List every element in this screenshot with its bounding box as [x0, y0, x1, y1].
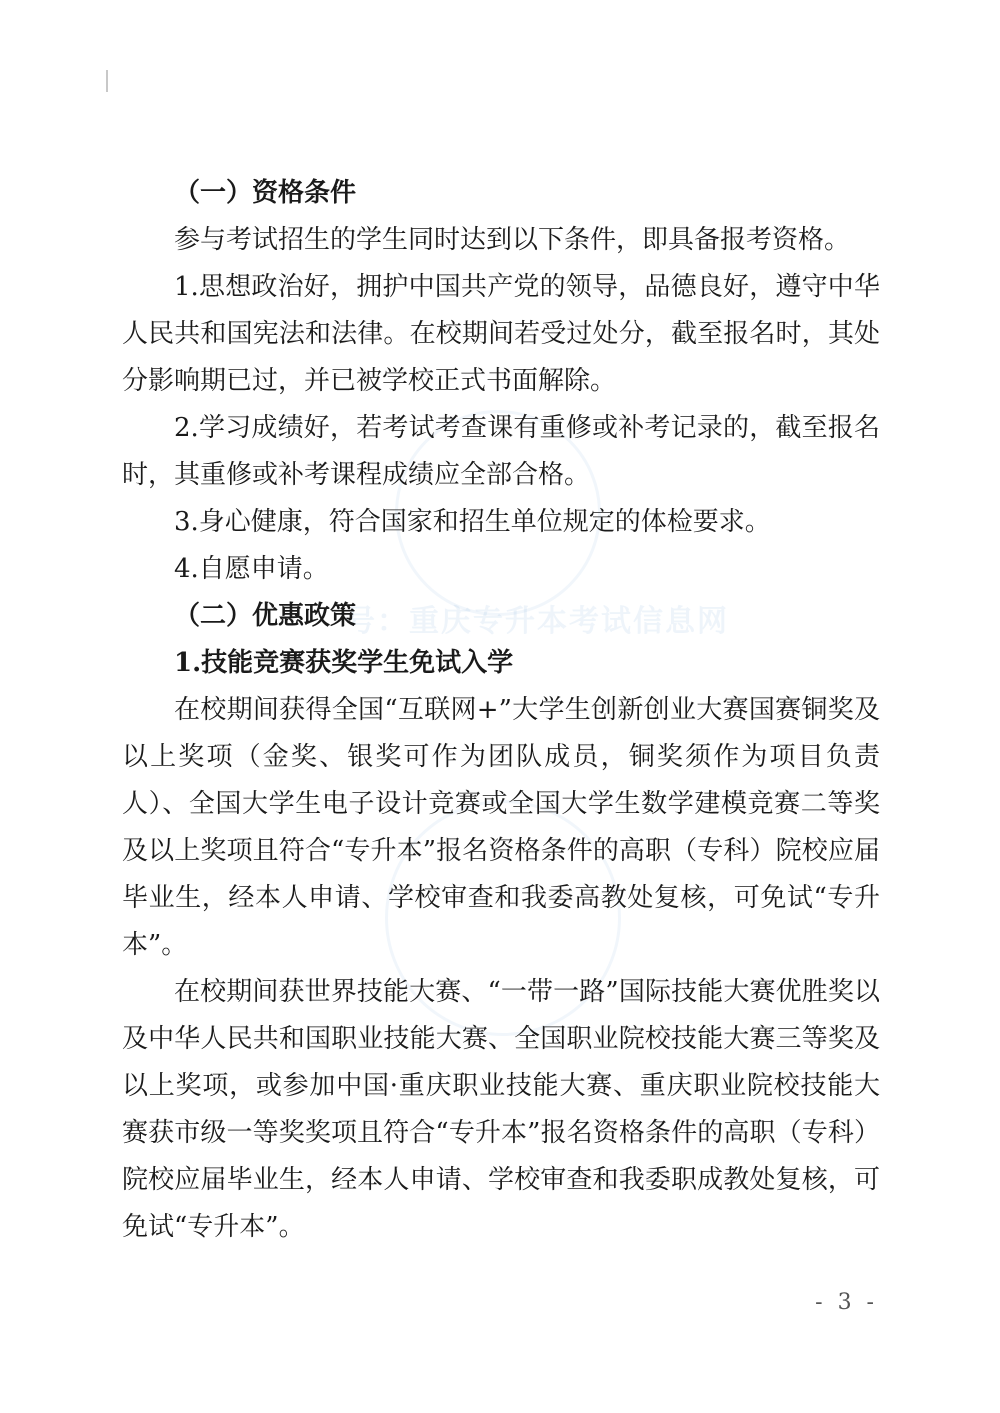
- paragraph: 3.身心健康，符合国家和招生单位规定的体检要求。: [174, 507, 771, 537]
- page-number: - 3 -: [815, 1290, 878, 1315]
- watermark-text: 号：重庆专升本考试信息网: [345, 604, 729, 639]
- section-heading-policy: （二）优惠政策: [174, 601, 357, 631]
- paragraph: 4.自愿申请。: [174, 554, 329, 584]
- document-body: [122, 170, 880, 1251]
- paragraph: 1.思想政治好，拥护中国共产党的领导，品德良好，遵守中华人民共和国宪法和法律。在校期间若受过处分，截至报名时，其处分影响期已过，并已被学校正式书面解除。: [122, 272, 880, 396]
- paragraph: 2.学习成绩好，若考试考查课有重修或补考记录的，截至报名时，其重修或补考课程成绩应全部合格。: [122, 413, 880, 490]
- paragraph: 参与考试招生的学生同时达到以下条件，即具备报考资格。: [174, 225, 851, 255]
- paragraph: 在校期间获得全国“互联网+”大学生创新创业大赛国赛铜奖及以上奖项（金奖、银奖可作为团队成员，铜奖须作为项目负责人）、全国大学生电子设计竞赛或全国大学生数学建模竞赛二等奖及以上奖项且符合“专升本”报名资格条件的高职（专科）院校应届毕业生，经本人申请、学校审查和我委高教处复核，可免试“专升本”。: [122, 695, 880, 960]
- subsection-heading: 1.技能竞赛获奖学生免试入学: [174, 648, 514, 678]
- paragraph: 在校期间获世界技能大赛、“一带一路”国际技能大赛优胜奖以及中华人民共和国职业技能大赛、全国职业院校技能大赛三等奖及以上奖项，或参加中国·重庆职业技能大赛、重庆职业院校技能大赛获市级一等奖奖项且符合“专升本”报名资格条件的高职（专科）院校应届毕业生，经本人申请、学校审查和我委职成教处复核，可免试“专升本”。: [122, 977, 880, 1242]
- margin-mark: [106, 70, 108, 92]
- section-heading-eligibility: （一）资格条件: [174, 178, 357, 208]
